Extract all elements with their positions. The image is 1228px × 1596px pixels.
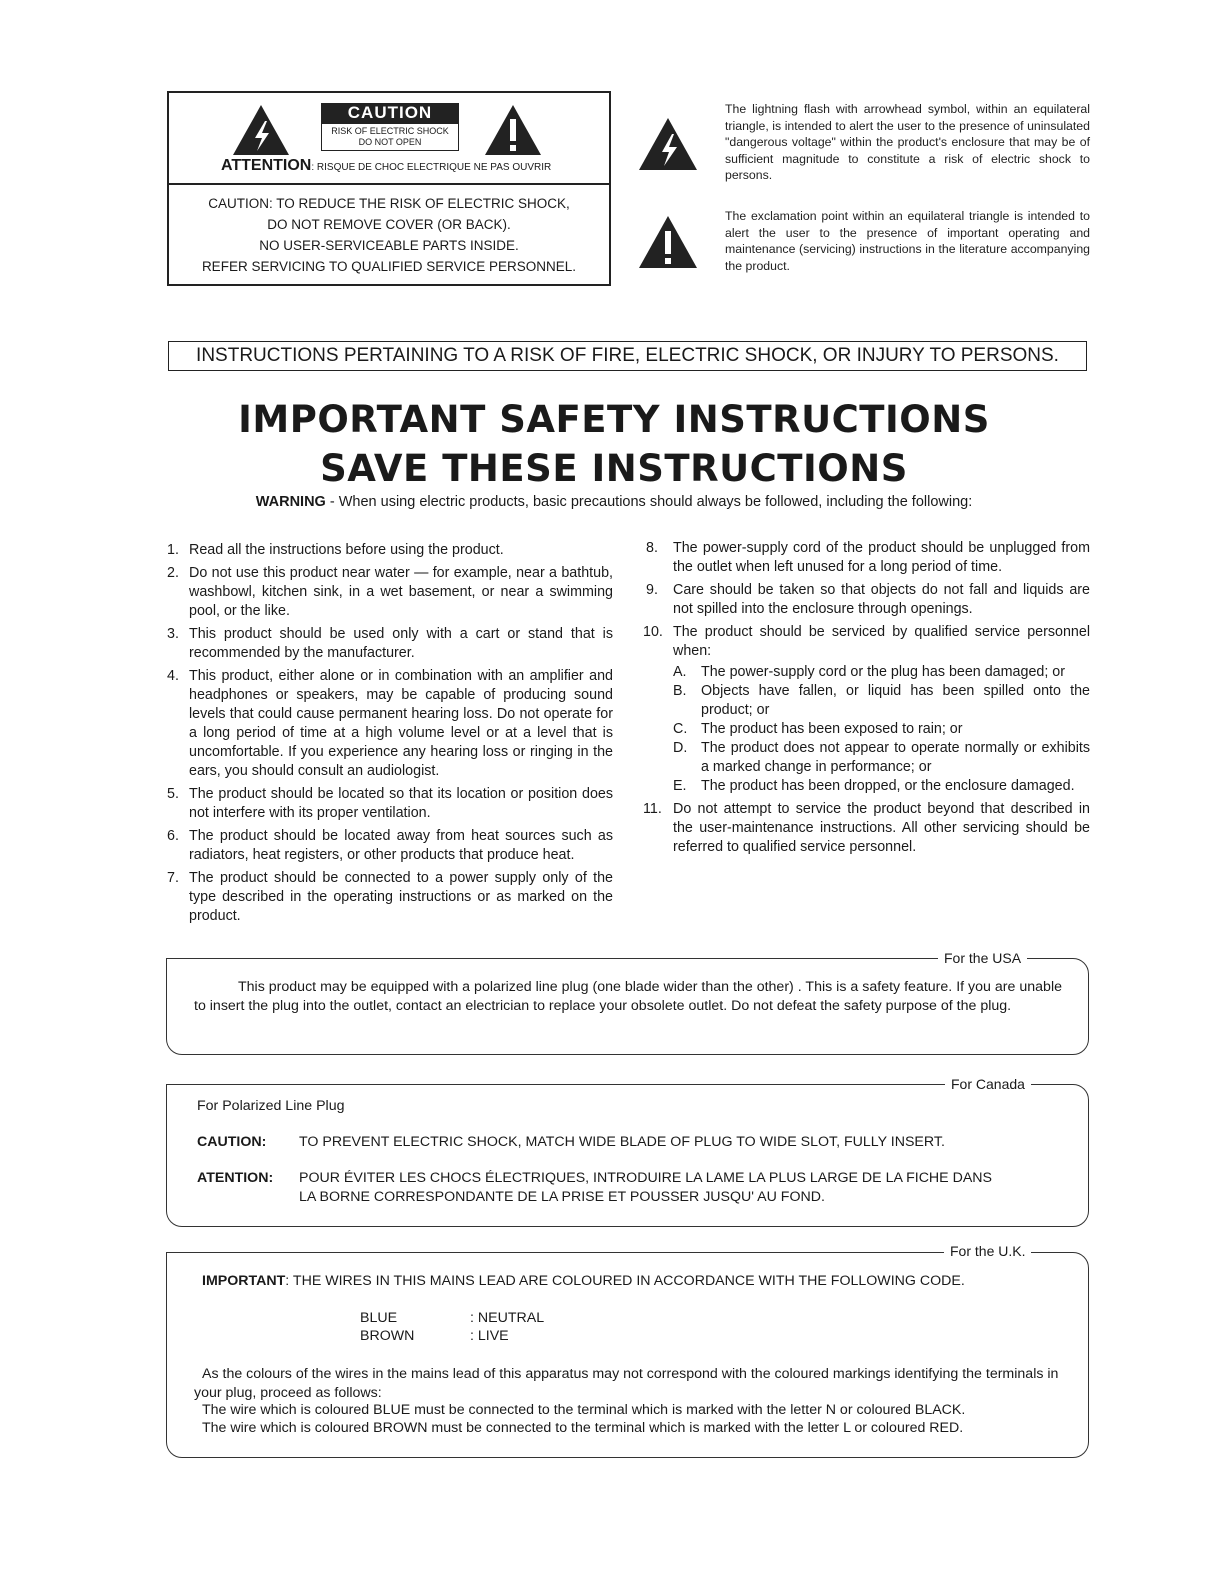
instructions-left-column <box>167 541 613 930</box>
list-item <box>643 800 1090 857</box>
usa-box-text: This product may be equipped with a polarized line plug (one blade wider than the other) . This is a safety feature. If you are unable to insert the plug into the outlet, contact an electrician to replace your obsolete outlet. Do not defeat the safety purpose of the plug. <box>194 979 1062 1014</box>
canada-attention-text: POUR ÉVITER LES CHOCS ÉLECTRIQUES, INTRODUIRE LA LAME LA PLUS LARGE DE LA FICHE DANS LA BORNE CORRESPONDANTE DE LA PRISE ET POUSSER JUSQU' AU FOND. <box>299 1170 993 1205</box>
uk-important-line <box>202 1272 965 1291</box>
caution-badge <box>321 103 459 151</box>
list-item <box>167 564 613 621</box>
list-item <box>646 539 1090 577</box>
item-number: 5. <box>167 786 179 802</box>
uk-paragraph: The wire which is coloured BLUE must be connected to the terminal which is marked with the letter N or coloured BLACK. <box>202 1402 966 1418</box>
exclamation-triangle-icon <box>483 103 543 157</box>
caution-line: NO USER-SERVICEABLE PARTS INSIDE. <box>259 238 519 253</box>
sub-item-letter: C. <box>673 721 688 737</box>
list-item <box>167 827 613 865</box>
sub-item-text: The power-supply cord or the plug has been damaged; or <box>701 664 1065 680</box>
item-number: 2. <box>167 565 179 581</box>
uk-code-color: BLUE <box>360 1310 398 1326</box>
item-text: Care should be taken so that objects do not fall and liquids are not spilled into the enclosure through openings. <box>673 582 1090 617</box>
list-item <box>643 623 1090 796</box>
item-text: The product should be located away from heat sources such as radiators, heat registers, or other products that produce heat. <box>189 828 613 863</box>
caution-badge-title: CAUTION <box>321 103 459 123</box>
attention-word: ATTENTION <box>221 157 312 174</box>
uk-box-label: For the U.K. <box>944 1243 1031 1259</box>
caution-line: DO NOT REMOVE COVER (OR BACK). <box>267 217 511 232</box>
usa-box-label: For the USA <box>938 950 1027 966</box>
lightning-triangle-icon <box>637 116 699 172</box>
list-item <box>646 581 1090 619</box>
list-item <box>167 785 613 823</box>
uk-important-text: : THE WIRES IN THIS MAINS LEAD ARE COLOURED IN ACCORDANCE WITH THE FOLLOWING CODE. <box>285 1273 965 1289</box>
caution-box-header <box>169 93 609 185</box>
item-number: 6. <box>167 828 179 844</box>
list-item <box>167 541 613 560</box>
sub-item-text: The product does not appear to operate normally or exhibits a marked change in performance; or <box>701 740 1090 775</box>
sub-item-letter: B. <box>673 683 687 699</box>
warning-text: - When using electric products, basic precautions should always be followed, including the following: <box>325 494 973 510</box>
uk-code-meaning: : LIVE <box>470 1328 509 1344</box>
sub-item-text: The product has been dropped, or the enclosure damaged. <box>701 778 1075 794</box>
item-text: The power-supply cord of the product should be unplugged from the outlet when left unused for a long period of time. <box>673 540 1090 575</box>
item-text: This product should be used only with a cart or stand that is recommended by the manufacturer. <box>189 626 613 661</box>
instructions-right-column <box>643 539 1090 861</box>
caution-badge-line2: DO NOT OPEN <box>358 137 422 147</box>
uk-paragraph: The wire which is coloured BROWN must be connected to the terminal which is marked with the letter L or coloured RED. <box>202 1420 964 1436</box>
canada-attention-label: ATENTION: <box>197 1170 274 1186</box>
page-title: IMPORTANT SAFETY INSTRUCTIONS <box>238 398 990 441</box>
item-number: 1. <box>167 542 179 558</box>
sub-item <box>673 720 1090 739</box>
caution-badge-line1: RISK OF ELECTRIC SHOCK <box>331 126 449 136</box>
caution-box-text <box>169 185 609 277</box>
sub-item <box>673 739 1090 777</box>
item-number: 9. <box>646 582 658 598</box>
attention-text: : RISQUE DE CHOC ELECTRIQUE NE PAS OUVRIR <box>311 162 552 173</box>
list-item <box>167 667 613 781</box>
instructions-header: INSTRUCTIONS PERTAINING TO A RISK OF FIRE, ELECTRIC SHOCK, OR INJURY TO PERSONS. <box>168 341 1087 371</box>
item-number: 4. <box>167 668 179 684</box>
sub-item <box>673 777 1090 796</box>
uk-code-meaning: : NEUTRAL <box>470 1310 545 1326</box>
item-number: 10. <box>643 624 663 640</box>
lightning-note: The lightning flash with arrowhead symbol, within an equilateral triangle, is intended to alert the user to the presence of uninsulated "dangerous voltage" within the product's enclosure that may be of sufficient magnitude to constitute a risk of electric shock to persons. <box>725 102 1090 182</box>
uk-paragraph: As the colours of the wires in the mains lead of this apparatus may not correspond with the coloured markings identifying the terminals in your plug, proceed as follows: <box>194 1366 1059 1401</box>
uk-important-label: IMPORTANT <box>202 1273 286 1289</box>
list-item <box>167 625 613 663</box>
canada-box-label: For Canada <box>945 1076 1031 1092</box>
sub-item-letter: D. <box>673 740 688 756</box>
warning-line <box>0 494 1228 510</box>
item-number: 11. <box>643 801 662 817</box>
list-item <box>167 869 613 926</box>
item-text: The product should be located so that its location or position does not interfere with its proper ventilation. <box>189 786 613 821</box>
item-text: This product, either alone or in combination with an amplifier and headphones or speakers, may be capable of producing sound levels that could cause permanent hearing loss. Do not operate for a long period of time at a high volume level or at a level that is uncomfortable. If you experience any hearing loss or ringing in the ears, you should consult an audiologist. <box>189 668 613 779</box>
sub-list <box>673 663 1090 796</box>
lightning-triangle-icon <box>231 103 291 157</box>
attention-line <box>221 157 551 175</box>
sub-item-letter: A. <box>673 664 687 680</box>
caution-line: REFER SERVICING TO QUALIFIED SERVICE PERSONNEL. <box>201 259 577 274</box>
page-subtitle: SAVE THESE INSTRUCTIONS <box>320 447 908 490</box>
canada-box-heading: For Polarized Line Plug <box>197 1098 345 1114</box>
item-number: 7. <box>167 870 179 886</box>
caution-badge-sub <box>321 123 459 151</box>
uk-code-color: BROWN <box>360 1328 415 1344</box>
sub-item-text: The product has been exposed to rain; or <box>701 721 963 737</box>
item-number: 3. <box>167 626 179 642</box>
exclamation-triangle-icon <box>637 214 699 270</box>
caution-line: CAUTION: TO REDUCE THE RISK OF ELECTRIC SHOCK, <box>208 196 570 211</box>
sub-item-letter: E. <box>673 778 687 794</box>
sub-item <box>673 682 1090 720</box>
sub-item-text: Objects have fallen, or liquid has been spilled onto the product; or <box>701 683 1090 718</box>
item-text: Read all the instructions before using the product. <box>189 542 504 558</box>
item-text: The product should be connected to a power supply only of the type described in the operating instructions or as marked on the product. <box>189 870 613 924</box>
exclamation-note: The exclamation point within an equilateral triangle is intended to alert the user to the presence of important operating and maintenance (servicing) instructions in the literature accompanying the product. <box>725 209 1090 273</box>
sub-item <box>673 663 1090 682</box>
canada-caution-text: TO PREVENT ELECTRIC SHOCK, MATCH WIDE BLADE OF PLUG TO WIDE SLOT, FULLY INSERT. <box>299 1134 945 1150</box>
caution-box <box>167 91 611 286</box>
canada-caution-label: CAUTION: <box>197 1134 267 1150</box>
item-number: 8. <box>646 540 658 556</box>
item-text: Do not attempt to service the product beyond that described in the user-maintenance instructions. All other servicing should be referred to qualified service personnel. <box>673 801 1090 855</box>
item-text: The product should be serviced by qualified service personnel when: <box>673 624 1090 659</box>
item-text: Do not use this product near water — for example, near a bathtub, washbowl, kitchen sink, in a wet basement, or near a swimming pool, or the like. <box>189 565 613 619</box>
warning-label: WARNING <box>255 494 326 510</box>
